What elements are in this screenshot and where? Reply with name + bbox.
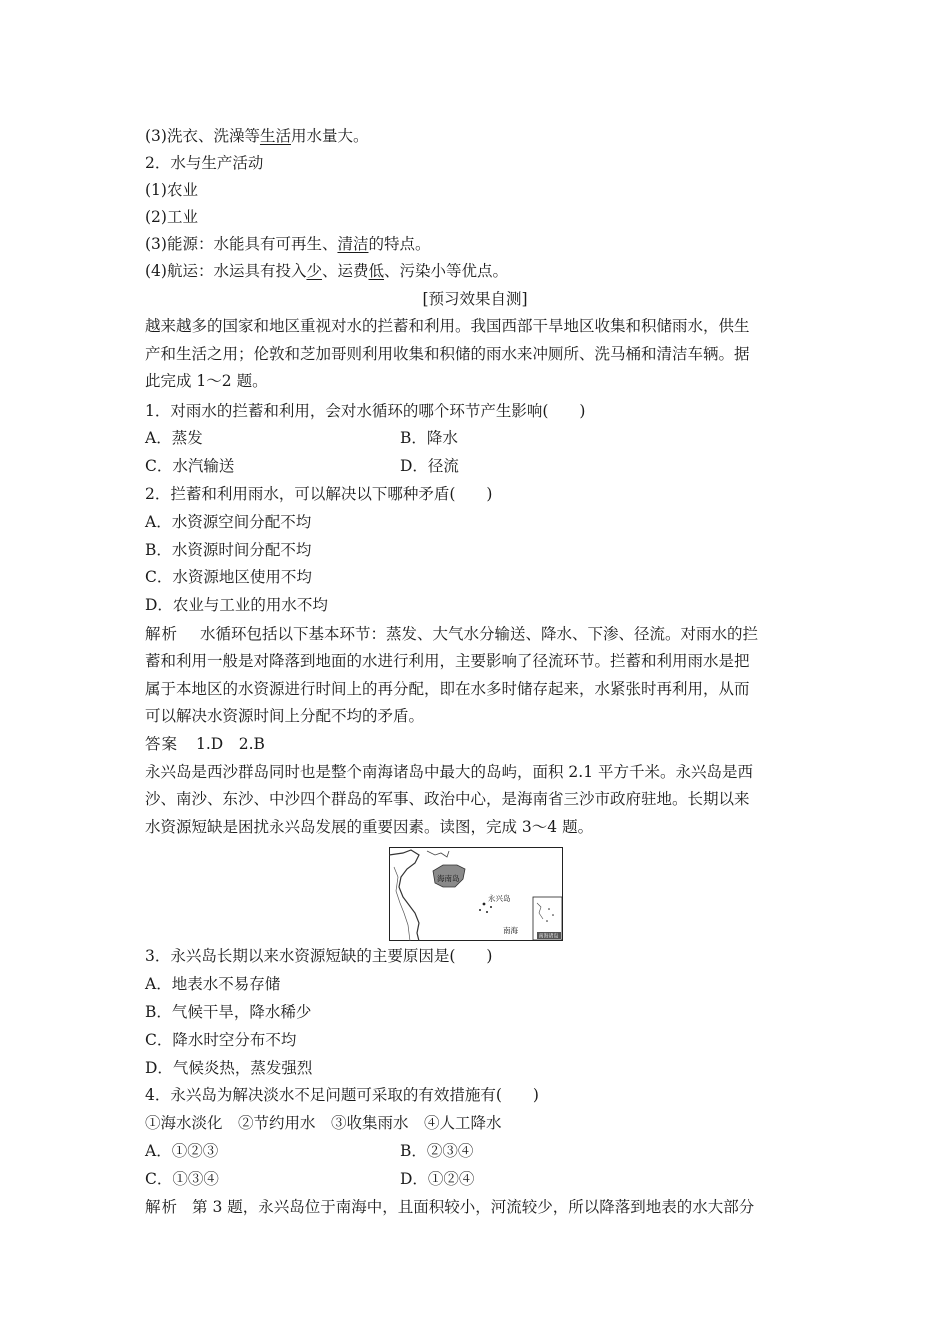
- item-industry: (2)工业: [145, 208, 198, 226]
- underlined-answer: 生活: [259, 127, 291, 145]
- answer-label: 答案: [145, 735, 179, 753]
- option-d: D．农业与工业的用水不均: [145, 596, 328, 614]
- text: 、污染小等优点。: [384, 262, 509, 280]
- option-c: C．水资源地区使用不均: [145, 568, 312, 586]
- underlined-answer: 低: [368, 262, 385, 280]
- option-d: D．径流: [400, 457, 459, 475]
- yongxing-label: 永兴岛: [488, 894, 511, 903]
- answer-text: 1.D 2.B: [196, 735, 265, 753]
- option-a: A．水资源空间分配不均: [145, 513, 312, 531]
- map-figure: [389, 847, 563, 941]
- underlined-answer: 少: [306, 262, 322, 280]
- inset-dot: [552, 914, 554, 916]
- south-sea-label: 南海: [503, 926, 518, 935]
- intro-paragraph-line: 沙、南沙、东沙、中沙四个群岛的军事、政治中心，是海南省三沙市政府驻地。长期以来: [145, 790, 750, 808]
- item-agriculture: (1)农业: [145, 181, 198, 199]
- intro-paragraph-line: 水资源短缺是困扰永兴岛发展的重要因素。读图，完成 3～4 题。: [145, 818, 594, 836]
- intro-paragraph-line: 越来越多的国家和地区重视对水的拦蓄和利用。我国西部干旱地区收集和积储雨水，供生: [145, 317, 750, 335]
- option-b: B．降水: [400, 429, 458, 447]
- item-energy: [145, 234, 431, 254]
- option-c: C．水汽输送: [145, 457, 235, 475]
- hainan-label: 海南岛: [437, 874, 460, 883]
- answer-line: [145, 734, 265, 754]
- inset-dot: [548, 908, 550, 910]
- option-a: A．地表水不易存储: [145, 975, 281, 993]
- item-shipping: [145, 261, 508, 281]
- option-a: A．①②③: [145, 1142, 219, 1160]
- option-a: A．蒸发: [145, 429, 203, 447]
- option-d: D．气候炎热，蒸发强烈: [145, 1059, 313, 1077]
- analysis-line: 蓄和利用一般是对降落到地面的水进行利用，主要影响了径流环节。拦蓄和利用雨水是把: [145, 652, 750, 670]
- intro-paragraph-line: 此完成 1～2 题。: [145, 372, 268, 390]
- option-d: D．①②④: [400, 1170, 475, 1188]
- question-4-options-row: [145, 1141, 474, 1161]
- text: (4)航运：水运具有投入: [145, 262, 307, 280]
- question-2-stem: 2．拦蓄和利用雨水，可以解决以下哪种矛盾( ): [145, 485, 493, 503]
- section-header: [预习效果自测]: [422, 290, 528, 308]
- inset-label: 南海诸岛: [538, 933, 559, 940]
- island-dot: [479, 909, 481, 911]
- intro-paragraph-line: 永兴岛是西沙群岛同时也是整个南海诸岛中最大的岛屿，面积 2.1 平方千米。永兴岛是西: [145, 763, 754, 781]
- island-dot: [486, 911, 488, 913]
- text: 用水量大。: [290, 127, 369, 145]
- section-title: 2．水与生产活动: [145, 154, 264, 172]
- underlined-answer: 清洁: [337, 235, 369, 253]
- text: 水循环包括以下基本环节：蒸发、大气水分输送、降水、下渗、径流。对雨水的拦: [200, 625, 759, 643]
- south-china-sea-map: [389, 847, 563, 941]
- analysis-line: [145, 1197, 754, 1217]
- text: 第 3 题，永兴岛位于南海中，且面积较小，河流较少，所以降落到地表的水大部分: [192, 1198, 755, 1216]
- analysis-label: 解析: [145, 625, 179, 643]
- analysis-line: [145, 624, 758, 644]
- option-c: C．①③④: [145, 1170, 219, 1188]
- option-b: B．②③④: [400, 1142, 474, 1160]
- island-dot: [490, 906, 492, 908]
- question-4-stem: 4．永兴岛为解决淡水不足问题可采取的有效措施有( ): [145, 1086, 539, 1104]
- inset-dot: [546, 920, 548, 922]
- yongxing-island-dot: [483, 903, 486, 906]
- text: 的特点。: [368, 235, 431, 253]
- question-1-options-row: [145, 456, 459, 476]
- question-1-stem: 1．对雨水的拦蓄和利用，会对水循环的哪个环节产生影响( ): [145, 402, 586, 420]
- question-1-options-row: [145, 428, 458, 448]
- option-b: B．水资源时间分配不均: [145, 541, 312, 559]
- life-water-line: [145, 126, 369, 146]
- text: (3)洗衣、洗澡等: [145, 127, 260, 145]
- question-4-options-row: [145, 1169, 475, 1189]
- question-4-items: ①海水淡化 ②节约用水 ③收集雨水 ④人工降水: [145, 1114, 502, 1132]
- analysis-line: 属于本地区的水资源进行时间上的再分配，即在水多时储存起来，水紧张时再利用，从而: [145, 680, 750, 698]
- intro-paragraph-line: 产和生活之用；伦敦和芝加哥则利用收集和积储的雨水来冲厕所、洗马桶和清洁车辆。据: [145, 345, 750, 363]
- option-c: C．降水时空分布不均: [145, 1031, 297, 1049]
- question-3-stem: 3．永兴岛长期以来水资源短缺的主要原因是( ): [145, 947, 493, 965]
- analysis-line: 可以解决水资源时间上分配不均的矛盾。: [145, 707, 425, 725]
- option-b: B．气候干旱，降水稀少: [145, 1003, 312, 1021]
- text: (3)能源：水能具有可再生、: [145, 235, 338, 253]
- text: 、运费: [321, 262, 369, 280]
- analysis-label: 解析: [145, 1198, 179, 1216]
